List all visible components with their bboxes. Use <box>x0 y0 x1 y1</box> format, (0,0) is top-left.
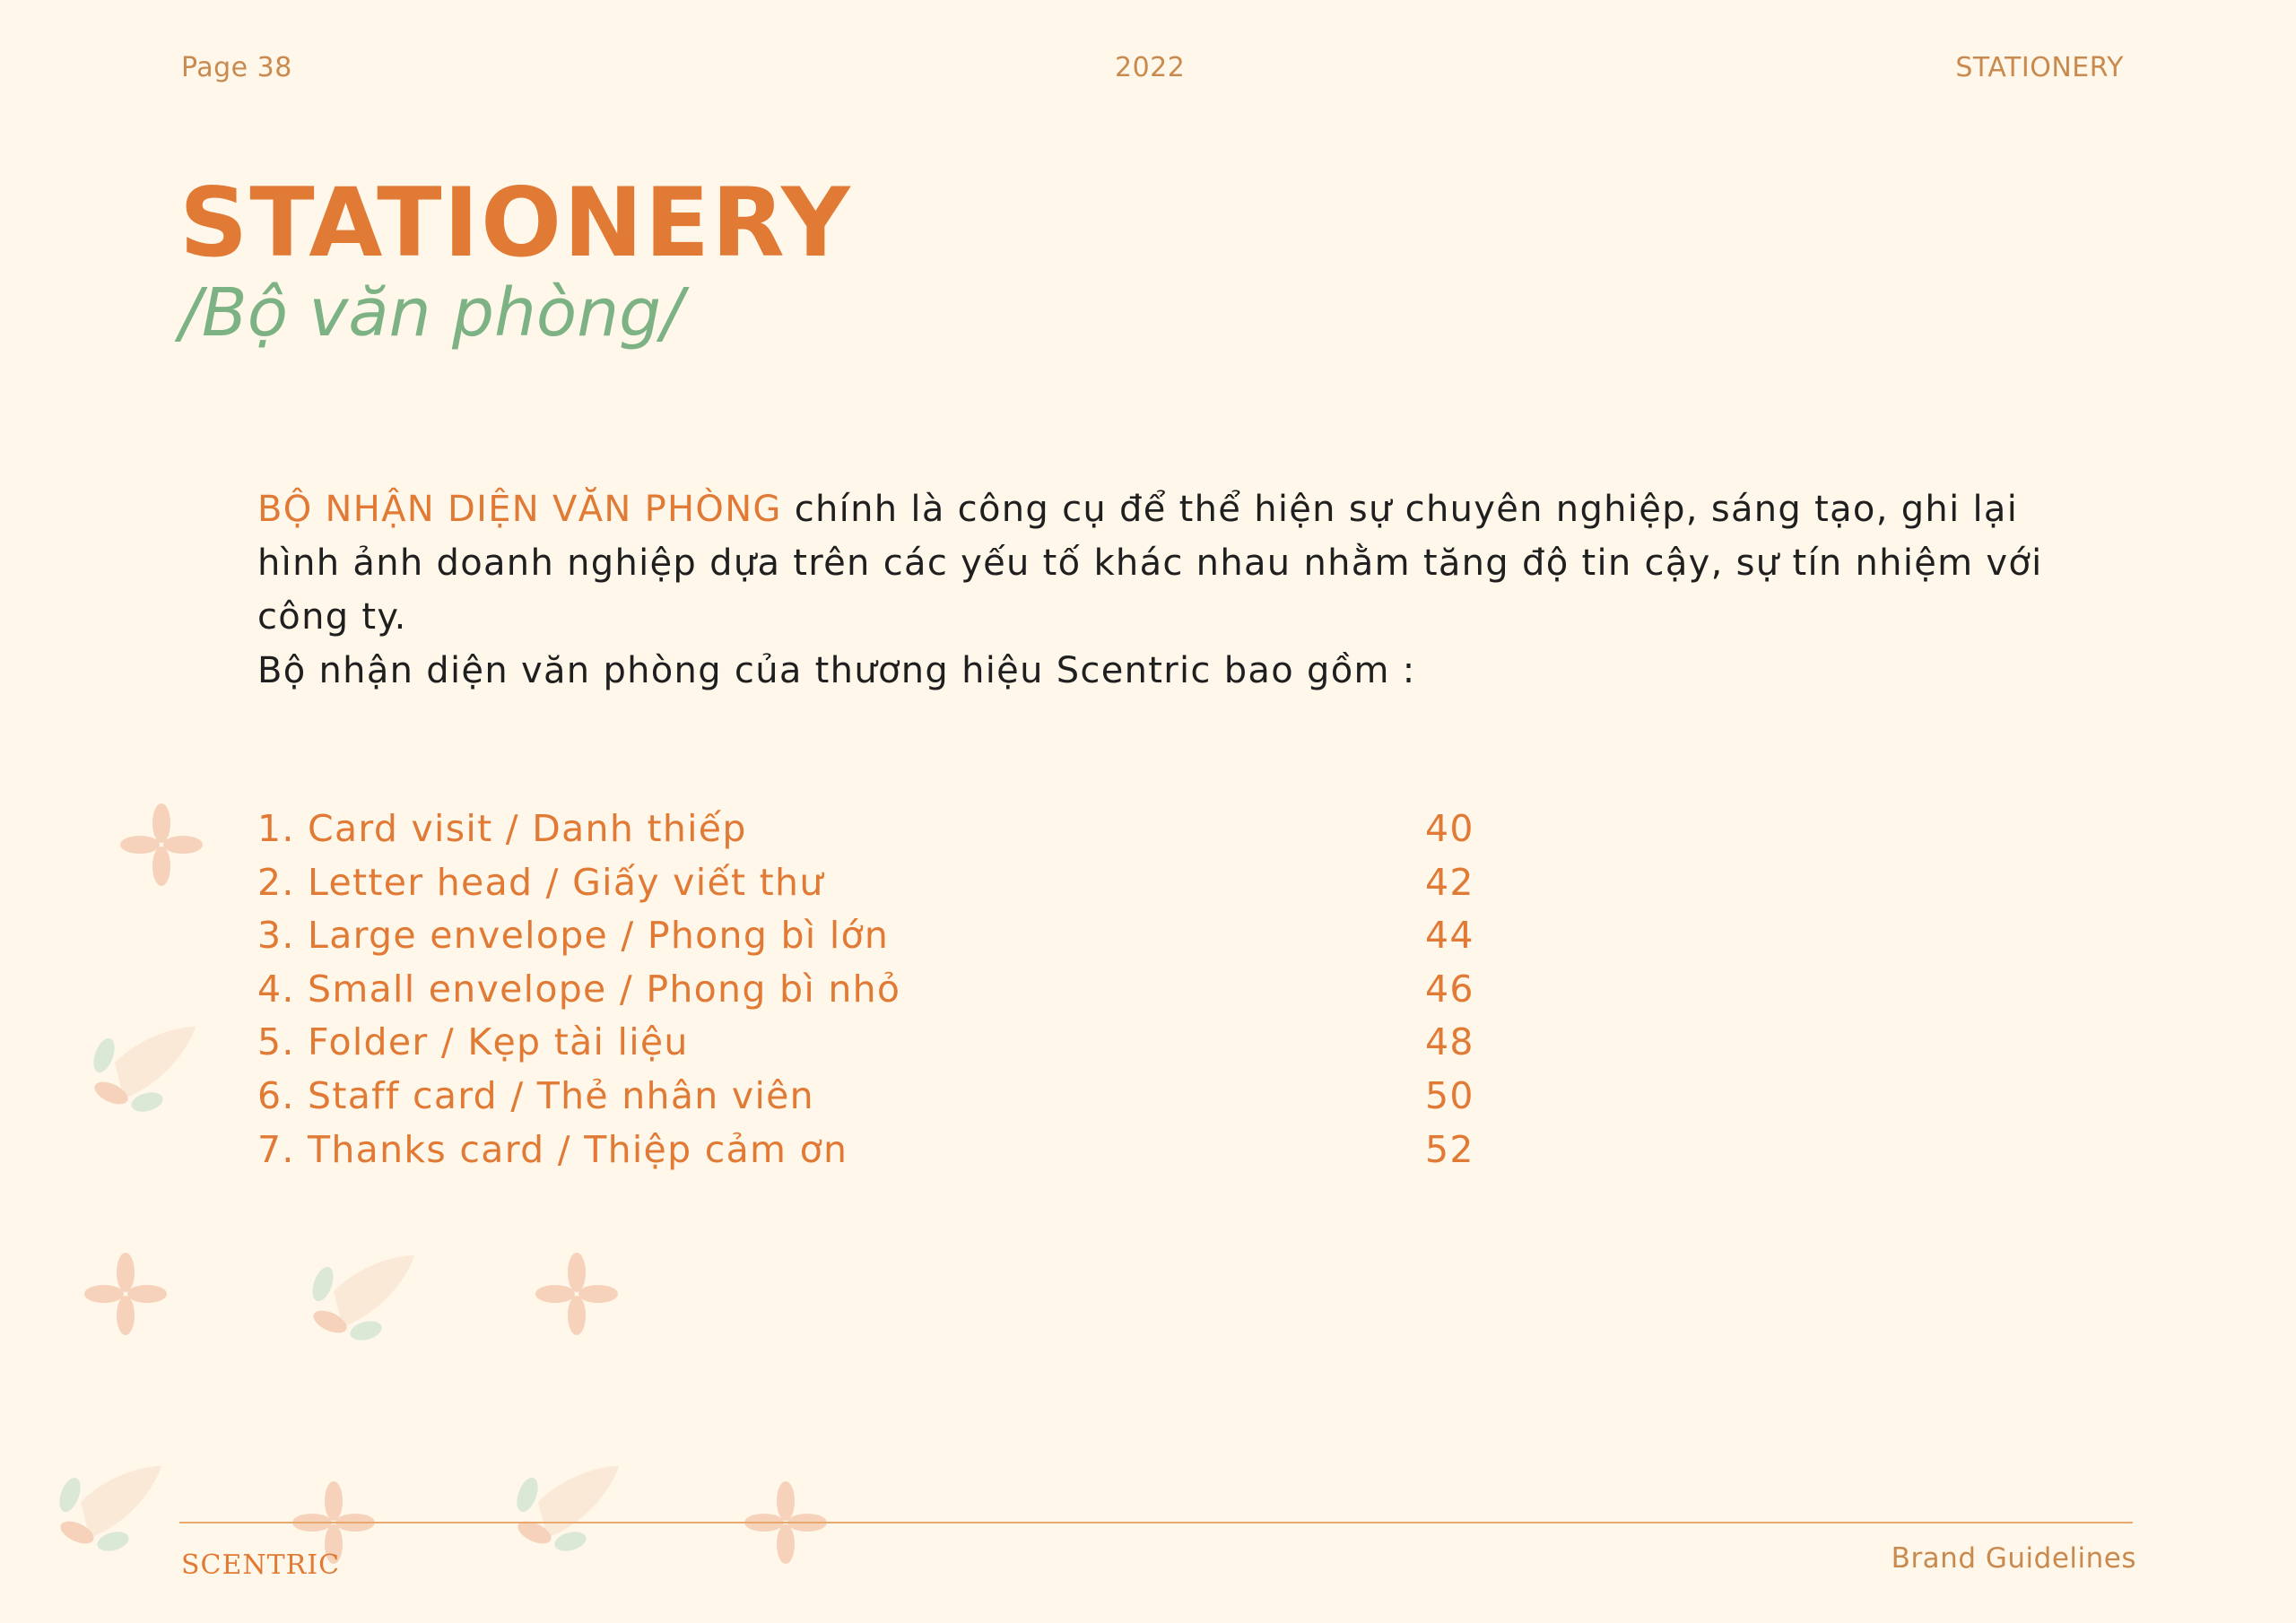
toc-item-page: 50 <box>1425 1073 1474 1117</box>
footer-divider <box>179 1522 2133 1523</box>
toc-item[interactable] <box>257 1016 1513 1070</box>
toc-item-label: 2. Letter head / Giấy viết thư <box>257 860 824 904</box>
toc-item[interactable] <box>257 909 1513 963</box>
toc-item-page: 40 <box>1425 807 1474 850</box>
brand-logo: SCENTRIC <box>181 1549 341 1581</box>
toc-item-label: 6. Staff card / Thẻ nhân viên <box>257 1073 814 1117</box>
header-year: 2022 <box>1115 52 1186 83</box>
toc-item[interactable] <box>257 1124 1513 1177</box>
toc-item-label: 7. Thanks card / Thiệp cảm ơn <box>257 1127 848 1171</box>
toc-item-label: 5. Folder / Kẹp tài liệu <box>257 1020 689 1064</box>
toc-item-page: 52 <box>1425 1127 1474 1171</box>
footer-brand-label: Brand Guidelines <box>1891 1542 2136 1575</box>
toc-item[interactable] <box>257 856 1513 910</box>
toc-item-page: 42 <box>1425 860 1474 904</box>
page-title: STATIONERY <box>179 168 852 278</box>
toc-item-page: 46 <box>1425 967 1474 1011</box>
page-subtitle: /Bộ văn phòng/ <box>179 274 684 352</box>
intro-body: chính là công cụ để thể hiện sự chuyên nghiệp, sáng tạo, ghi lại hình ảnh doanh nghiệp dựa trên các yếu tố khác nhau nhằm tăng độ tin cậy, sự tín nhiệm với công ty. <box>257 489 2043 638</box>
intro-paragraph <box>257 482 2051 698</box>
toc-item[interactable] <box>257 963 1513 1017</box>
toc-item[interactable] <box>257 1070 1513 1124</box>
intro-line2: Bộ nhận diện văn phòng của thương hiệu Scentric bao gồm : <box>257 650 1416 691</box>
toc-item-page: 44 <box>1425 914 1474 958</box>
toc-item-label: 1. Card visit / Danh thiếp <box>257 807 747 850</box>
page-number: Page 38 <box>181 52 292 83</box>
header-section: STATIONERY <box>1955 52 2124 83</box>
toc-item[interactable] <box>257 803 1513 856</box>
toc-item-label: 3. Large envelope / Phong bì lớn <box>257 914 890 958</box>
table-of-contents <box>257 803 1513 1176</box>
intro-highlight: BỘ NHẬN DIỆN VĂN PHÒNG <box>257 489 782 530</box>
flower-deco-icon <box>120 803 203 886</box>
intro-text <box>257 482 2051 644</box>
toc-item-page: 48 <box>1425 1020 1474 1064</box>
toc-item-label: 4. Small envelope / Phong bì nhỏ <box>257 967 901 1011</box>
